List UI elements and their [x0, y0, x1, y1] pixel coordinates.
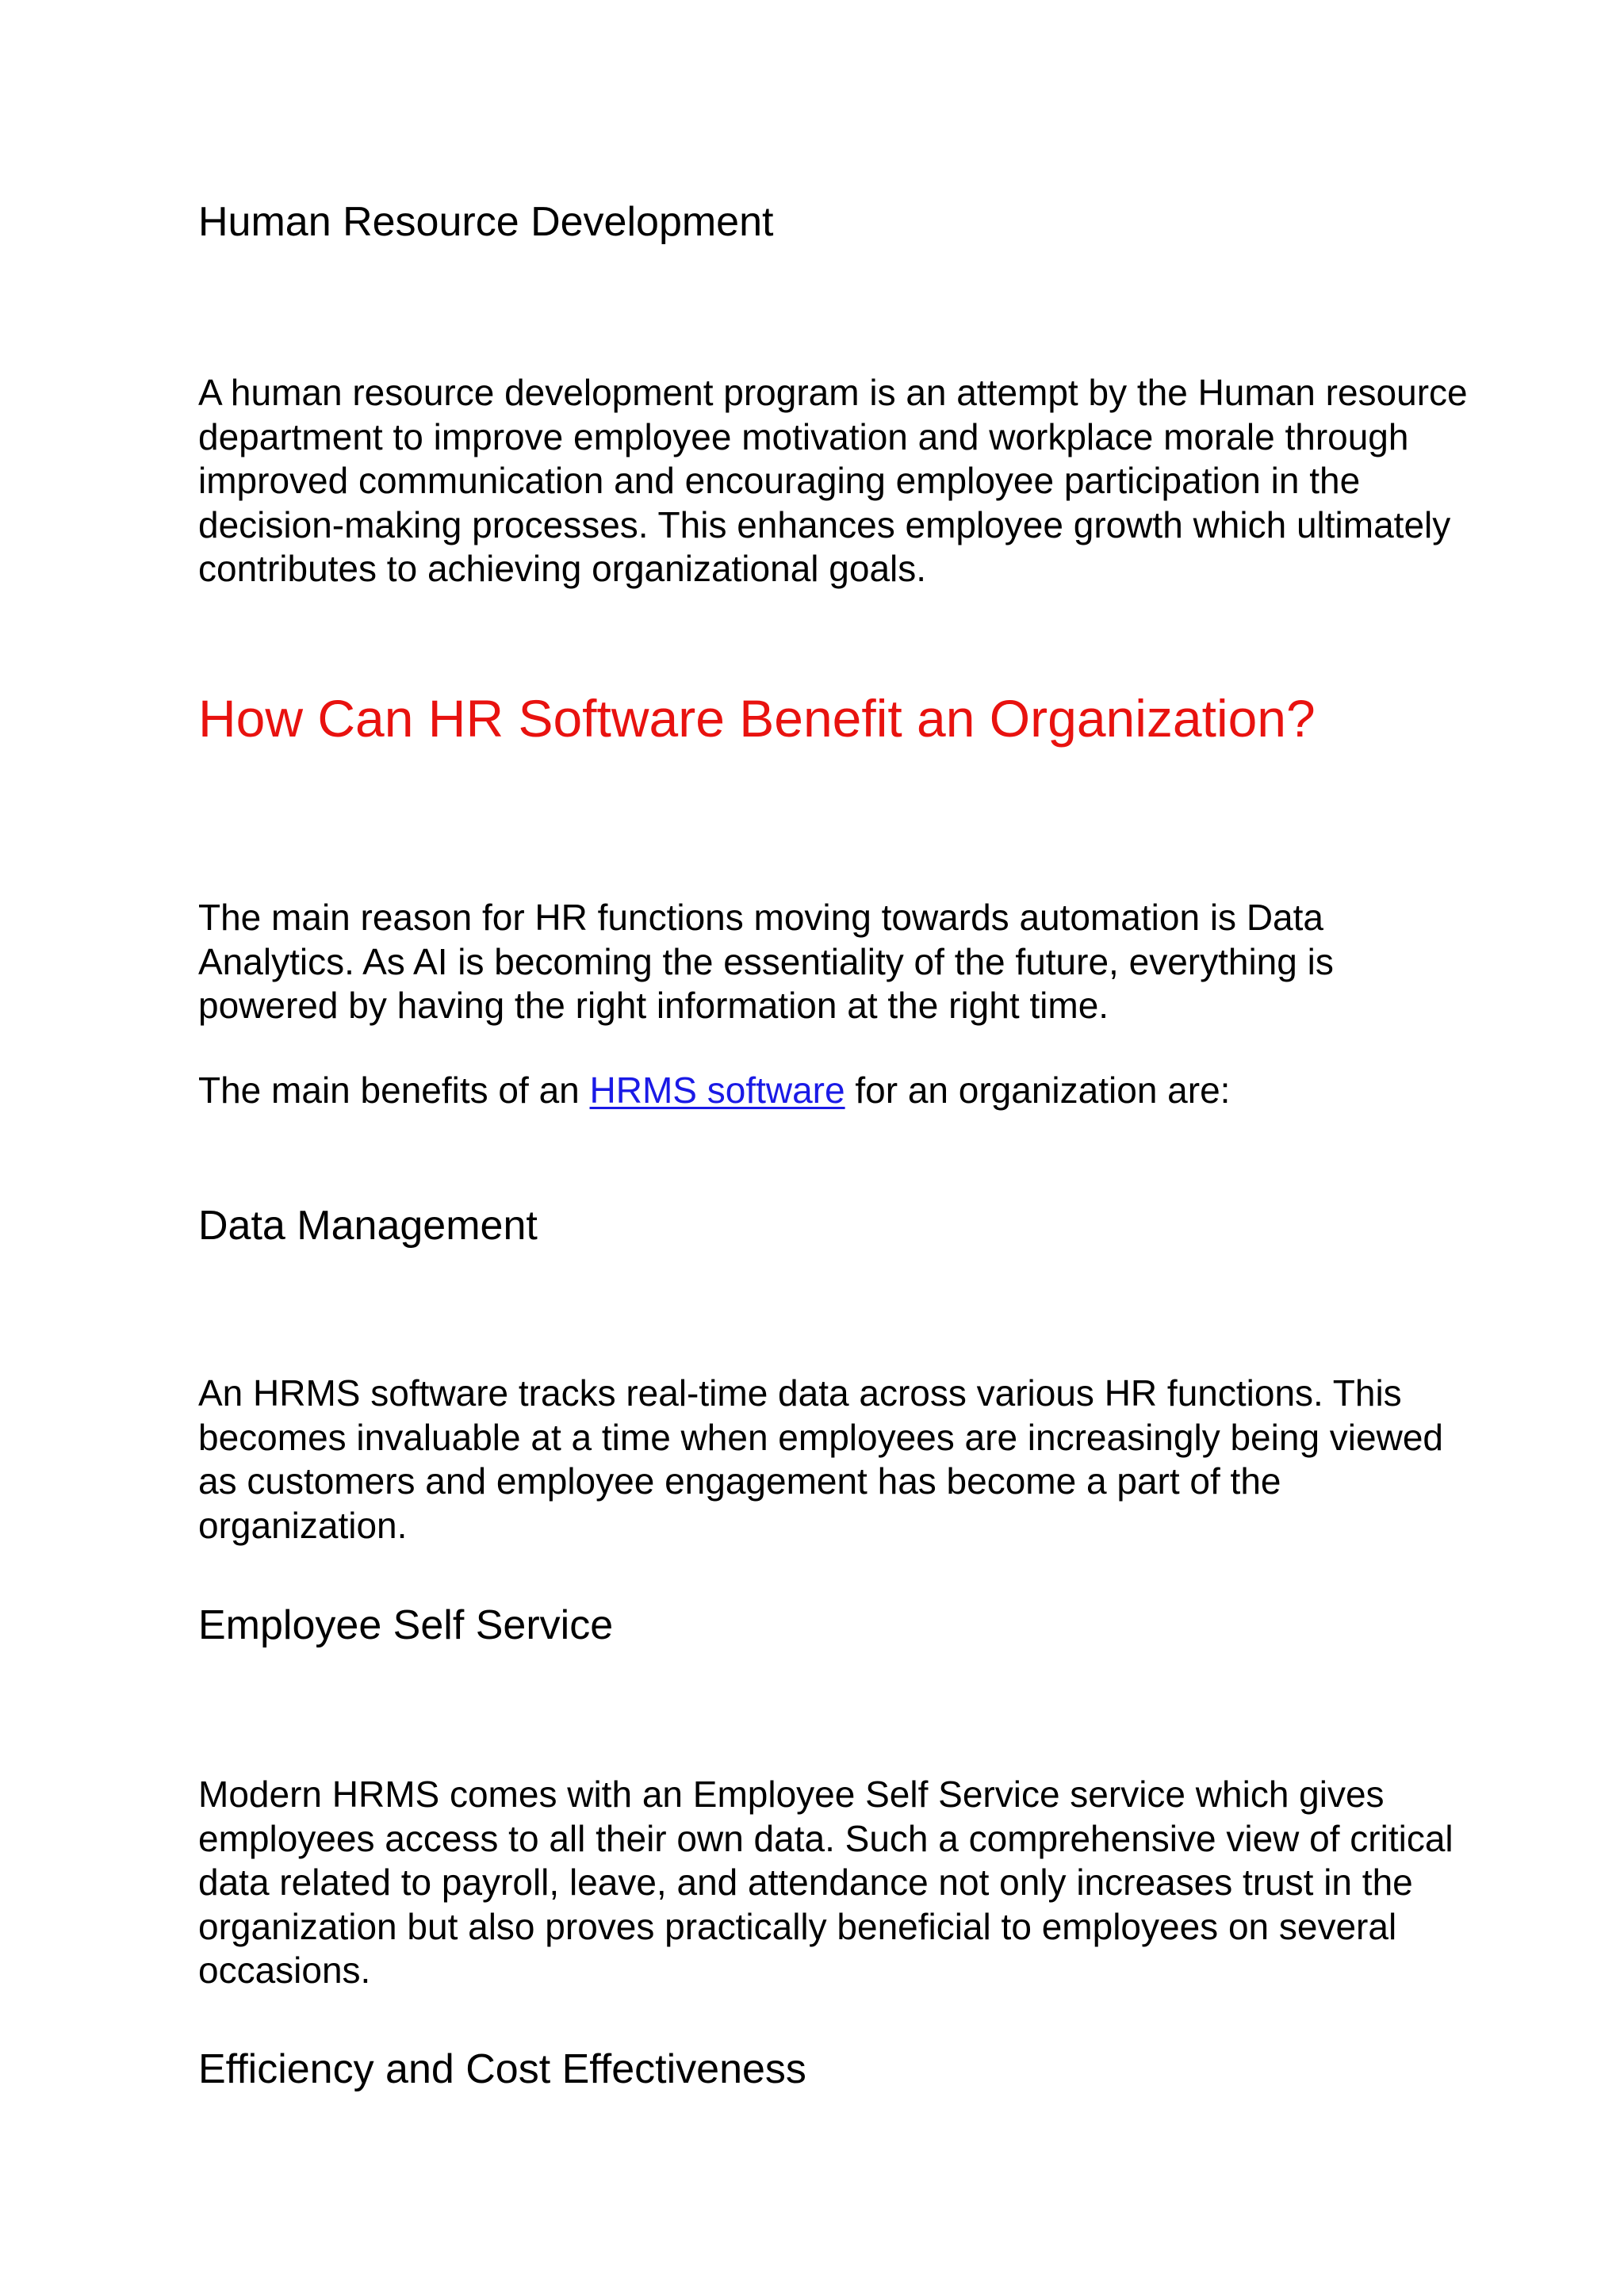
benefits-intro-after: for an organization are:: [845, 1070, 1231, 1111]
benefits-intro-before: The main benefits of an: [198, 1070, 590, 1111]
heading-employee-self-service: Employee Self Service: [198, 1602, 614, 1648]
paragraph-employee-self-service: Modern HRMS comes with an Employee Self Service service which gives employees access to all their own data. Such a comprehensive view of critical data related to payroll, leave, and attendance not only increases trust in the organization but also proves practically beneficial to employees on several occasions.: [198, 1774, 1454, 1991]
heading-efficiency-cost-effectiveness: Efficiency and Cost Effectiveness: [198, 2046, 806, 2092]
hrms-software-link[interactable]: HRMS software: [589, 1070, 845, 1111]
heading-hr-software-benefit: How Can HR Software Benefit an Organization?: [198, 689, 1316, 748]
paragraph-hrd-program: A human resource development program is an attempt by the Human resource department to improve employee motivation and workplace morale through improved communication and encouraging employee participation in the decision-making processes. This enhances employee growth which ultimately contributes to achieving organizational goals.: [198, 372, 1468, 589]
heading-data-management: Data Management: [198, 1203, 538, 1249]
heading-human-resource-development: Human Resource Development: [198, 199, 774, 245]
paragraph-automation-reason: The main reason for HR functions moving towards automation is Data Analytics. As AI is becoming the essentiality of the future, everything is powered by having the right information at the right time.: [198, 897, 1334, 1026]
paragraph-data-management: An HRMS software tracks real-time data across various HR functions. This becomes invaluable at a time when employees are increasingly being viewed as customers and employee engagement has become a part of the organization.: [198, 1372, 1443, 1546]
paragraph-benefits-intro: [198, 1069, 1483, 1113]
